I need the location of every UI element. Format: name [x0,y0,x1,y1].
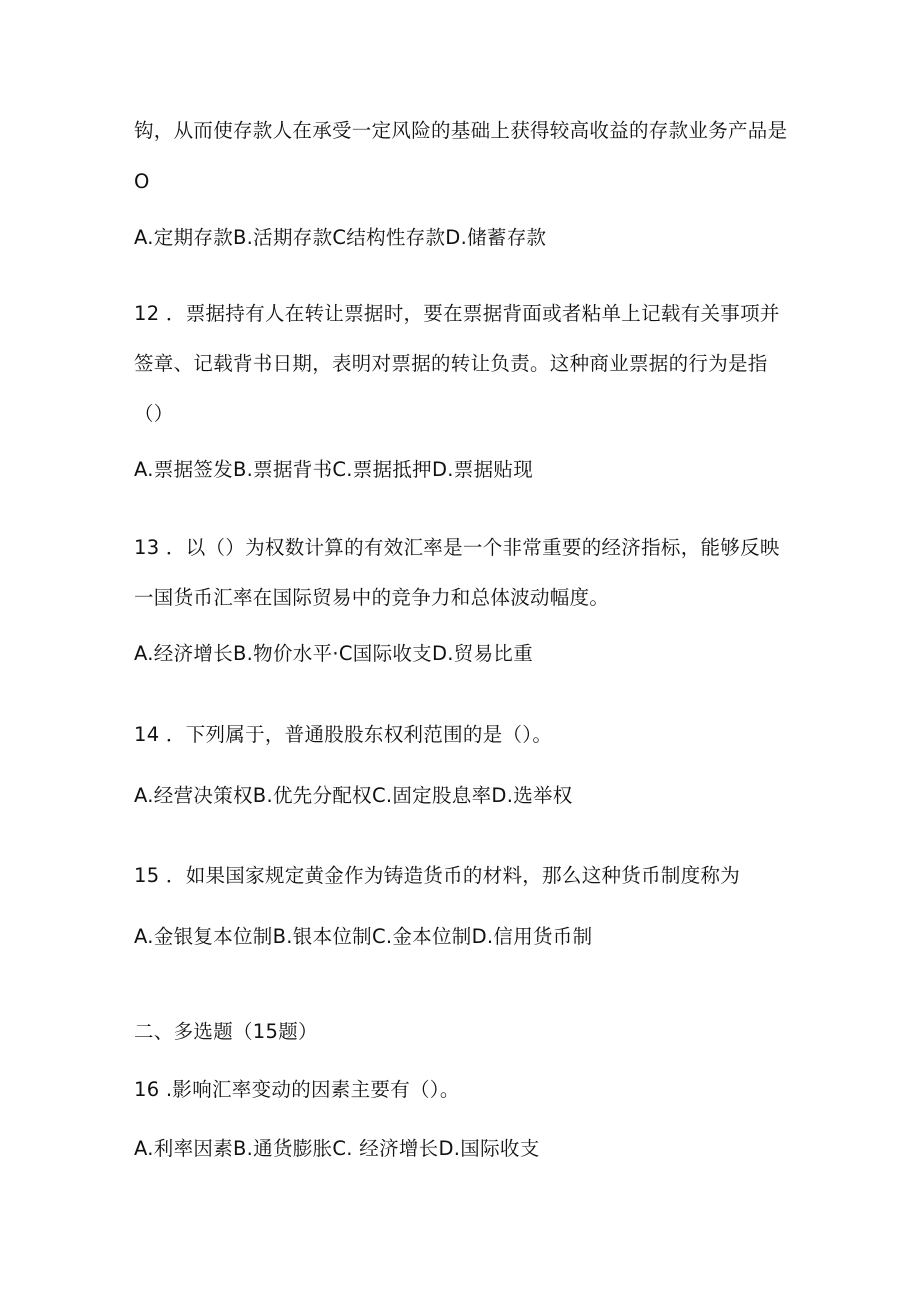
question-11-text-end: O [134,170,150,193]
question-13-text-continued: 一国货币汇率在国际贸易中的竞争力和总体波动幅度。 [134,586,610,609]
question-15-options: A.金银复本位制B.银本位制C.金本位制D.信用货币制 [134,925,593,948]
question-16-options: A.利率因素B.通货膨胀C. 经济增长D.国际收支 [134,1137,540,1160]
question-12-text: 12 ．票据持有人在转让票据时，要在票据背面或者粘单上记载有关事项并 [134,302,780,325]
question-11-text-continued: 钩，从而使存款人在承受一定风险的基础上获得较高收益的存款业务产品是 [134,119,788,142]
question-11-options: A.定期存款B.活期存款C结构性存款D.储蓄存款 [134,226,547,249]
question-15-text: 15 ．如果国家规定黄金作为铸造货币的材料，那么这种货币制度称为 [134,864,741,887]
question-13-options: A.经济增长B.物价水平·C国际收支D.贸易比重 [134,642,533,665]
section-heading-multiple-choice: 二、多选题（15题） [134,1020,318,1043]
question-14-options: A.经营决策权B.优先分配权C.固定股息率D.选举权 [134,784,573,807]
question-12-text-continued: 签章、记载背书日期，表明对票据的转让负责。这种商业票据的行为是指 [134,352,768,375]
question-14-text: 14 ．下列属于，普通股股东权利范围的是（）。 [134,723,553,746]
question-16-text: 16 .影响汇率变动的因素主要有（）。 [134,1078,460,1101]
question-12-blank: （） [134,402,174,425]
question-12-options: A.票据签发B.票据背书C.票据抵押D.票据贴现 [134,458,533,481]
question-13-text: 13 ．以（）为权数计算的有效汇率是一个非常重要的经济指标，能够反映 [134,536,780,559]
